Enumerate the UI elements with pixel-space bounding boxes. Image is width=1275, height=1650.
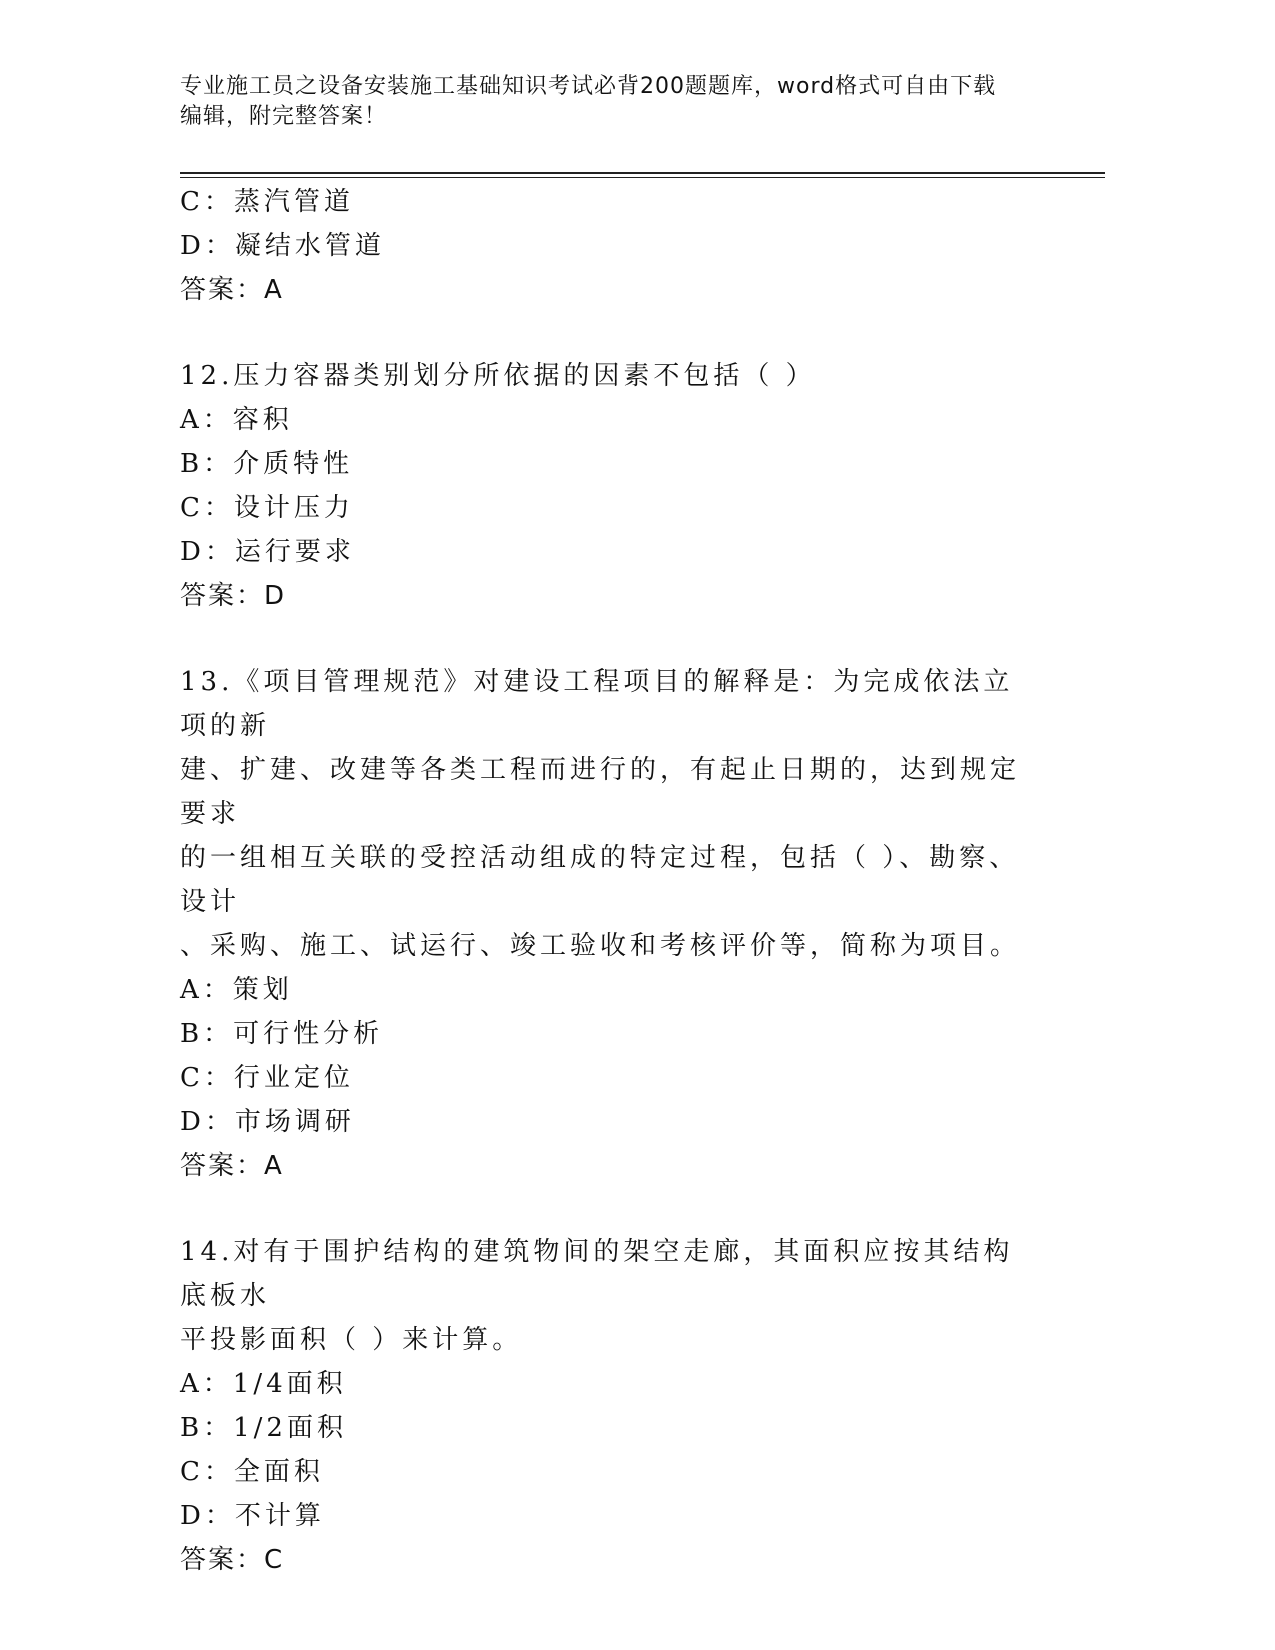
question-stem-line: 、采购、施工、试运行、竣工验收和考核评价等，简称为项目。 <box>180 931 1021 961</box>
option-d: D：市场调研 <box>180 1107 355 1137</box>
question-14 <box>180 1230 1040 1582</box>
option-b: B：1/2面积 <box>180 1413 347 1443</box>
answer-line: 答案：A <box>180 1151 284 1181</box>
question-12 <box>180 354 1040 618</box>
option-b: B：介质特性 <box>180 449 354 479</box>
answer-line: 答案：D <box>180 581 287 611</box>
question-11-continued <box>180 180 1040 312</box>
question-stem-line: 的一组相互关联的受控活动组成的特定过程，包括（ ）、勘察、设计 <box>180 843 1020 917</box>
header-title-line-2: 编辑，附完整答案！ <box>180 104 388 129</box>
option-c: C：行业定位 <box>180 1063 354 1093</box>
question-stem-line: 14.对有于围护结构的建筑物间的架空走廊，其面积应按其结构底板水 <box>180 1237 1014 1311</box>
question-list <box>180 180 1040 1582</box>
option-d: D：凝结水管道 <box>180 231 385 261</box>
option-c: C：蒸汽管道 <box>180 187 354 217</box>
question-stem-line: 12.压力容器类别划分所依据的因素不包括（ ） <box>180 361 816 391</box>
question-stem-line: 平投影面积（ ）来计算。 <box>180 1325 523 1355</box>
header-rule-thick <box>180 172 1105 174</box>
header-title-line-1: 专业施工员之设备安装施工基础知识考试必背200题题库，word格式可自由下载 <box>180 74 997 99</box>
question-13 <box>180 660 1040 1188</box>
option-d: D：运行要求 <box>180 537 355 567</box>
option-a: A：策划 <box>180 975 293 1005</box>
answer-line: 答案：C <box>180 1545 285 1575</box>
option-b: B：可行性分析 <box>180 1019 384 1049</box>
document-header <box>180 72 1060 132</box>
question-stem-line: 建、扩建、改建等各类工程而进行的，有起止日期的，达到规定要求 <box>180 755 1021 829</box>
option-a: A：容积 <box>180 405 293 435</box>
option-c: C：设计压力 <box>180 493 354 523</box>
option-c: C：全面积 <box>180 1457 324 1487</box>
question-stem-line: 13.《项目管理规范》对建设工程项目的解释是：为完成依法立项的新 <box>180 667 1014 741</box>
option-d: D：不计算 <box>180 1501 325 1531</box>
answer-line: 答案：A <box>180 275 284 305</box>
header-rule-thin <box>180 177 1105 178</box>
option-a: A：1/4面积 <box>180 1369 347 1399</box>
